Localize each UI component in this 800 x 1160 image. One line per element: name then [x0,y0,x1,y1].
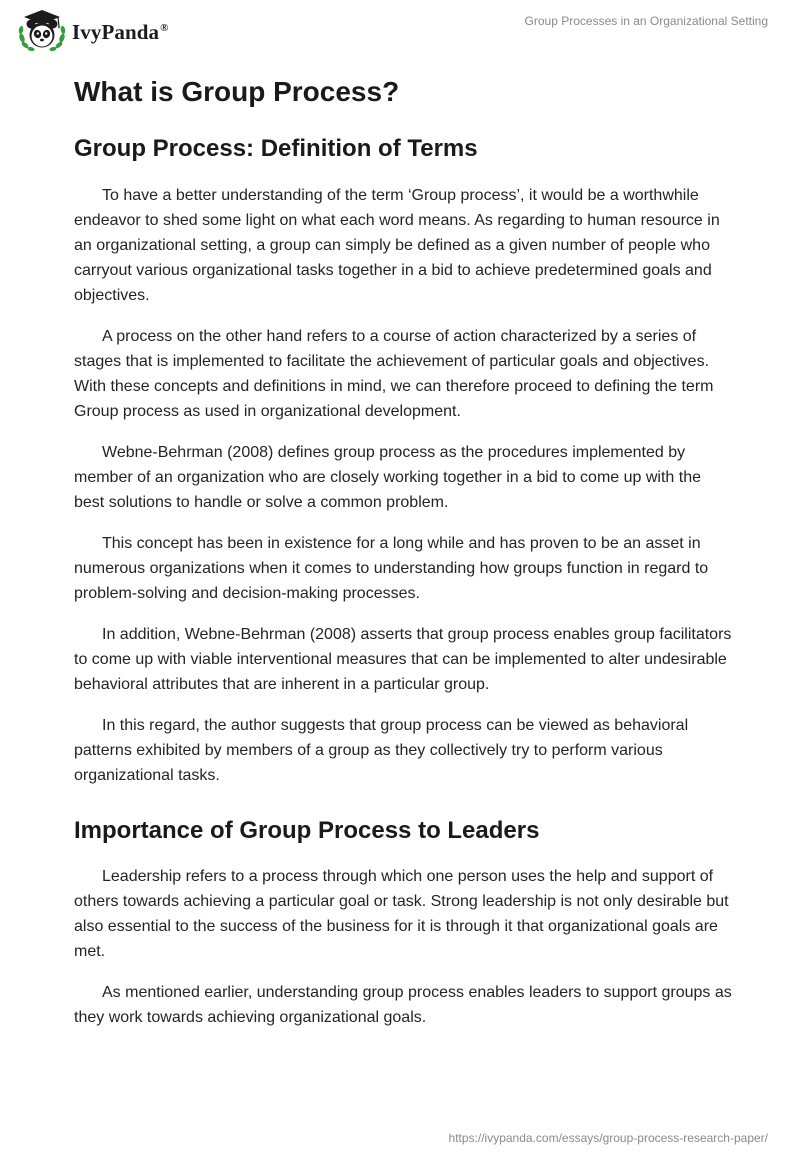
paragraph: In addition, Webne-Behrman (2008) asserts that group process enables group facilitators to come up with viable interventional measures that can be implemented to alter undesirable behavioral attributes that are inherent in a particular group. [74,626,732,693]
paragraph: Leadership refers to a process through which one person uses the help and support of others towards achieving a particular goal or task. Strong leadership is not only desirable but also essential to the success of the business for it is through it that organizational goals are met. [74,868,729,960]
page-title: What is Group Process? [74,76,400,107]
paragraph: In this regard, the author suggests that group process can be viewed as behavioral patterns exhibited by members of a group as they collectively try to perform various organizational tasks. [74,717,689,784]
panda-graduate-icon [16,8,68,52]
section-heading: Importance of Group Process to Leaders [74,817,540,844]
document-title: Group Processes in an Organizational Setting [524,14,768,28]
paragraph: As mentioned earlier, understanding group process enables leaders to support groups as they work towards achieving organizational goals. [74,984,732,1026]
paragraph: This concept has been in existence for a long while and has proven to be an asset in numerous organizations when it comes to understanding how groups function in regard to problem-solving and decision-making processes. [74,535,709,602]
source-url[interactable]: https://ivypanda.com/essays/group-process-research-paper/ [448,1131,768,1145]
section-importance-to-leaders [74,814,734,1030]
section-heading: Group Process: Definition of Terms [74,135,478,162]
paragraph: A process on the other hand refers to a course of action characterized by a series of stages that is implemented to facilitate the achievement of particular goals and objectives. With these concepts and definitions in mind, we can therefore proceed to defining the term Group process as used in organizational development. [74,328,714,420]
paragraph: To have a better understanding of the term ‘Group process’, it would be a worthwhile endeavor to shed some light on what each word means. As regarding to human resource in an organizational setting, a group can simply be defined as a given number of people who carryout various organizational tasks together in a bid to achieve predetermined goals and objectives. [74,187,720,304]
brand-name: IvyPanda® [72,19,169,44]
paragraph: Webne-Behrman (2008) defines group process as the procedures implemented by member of an organization who are closely working together in a bid to come up with the best solutions to handle or solve a common problem. [74,444,702,511]
registered-mark: ® [160,21,169,34]
brand-logo[interactable] [16,8,169,52]
page-header [0,0,800,60]
article-body [74,72,734,1030]
section-definition-of-terms [74,132,734,788]
